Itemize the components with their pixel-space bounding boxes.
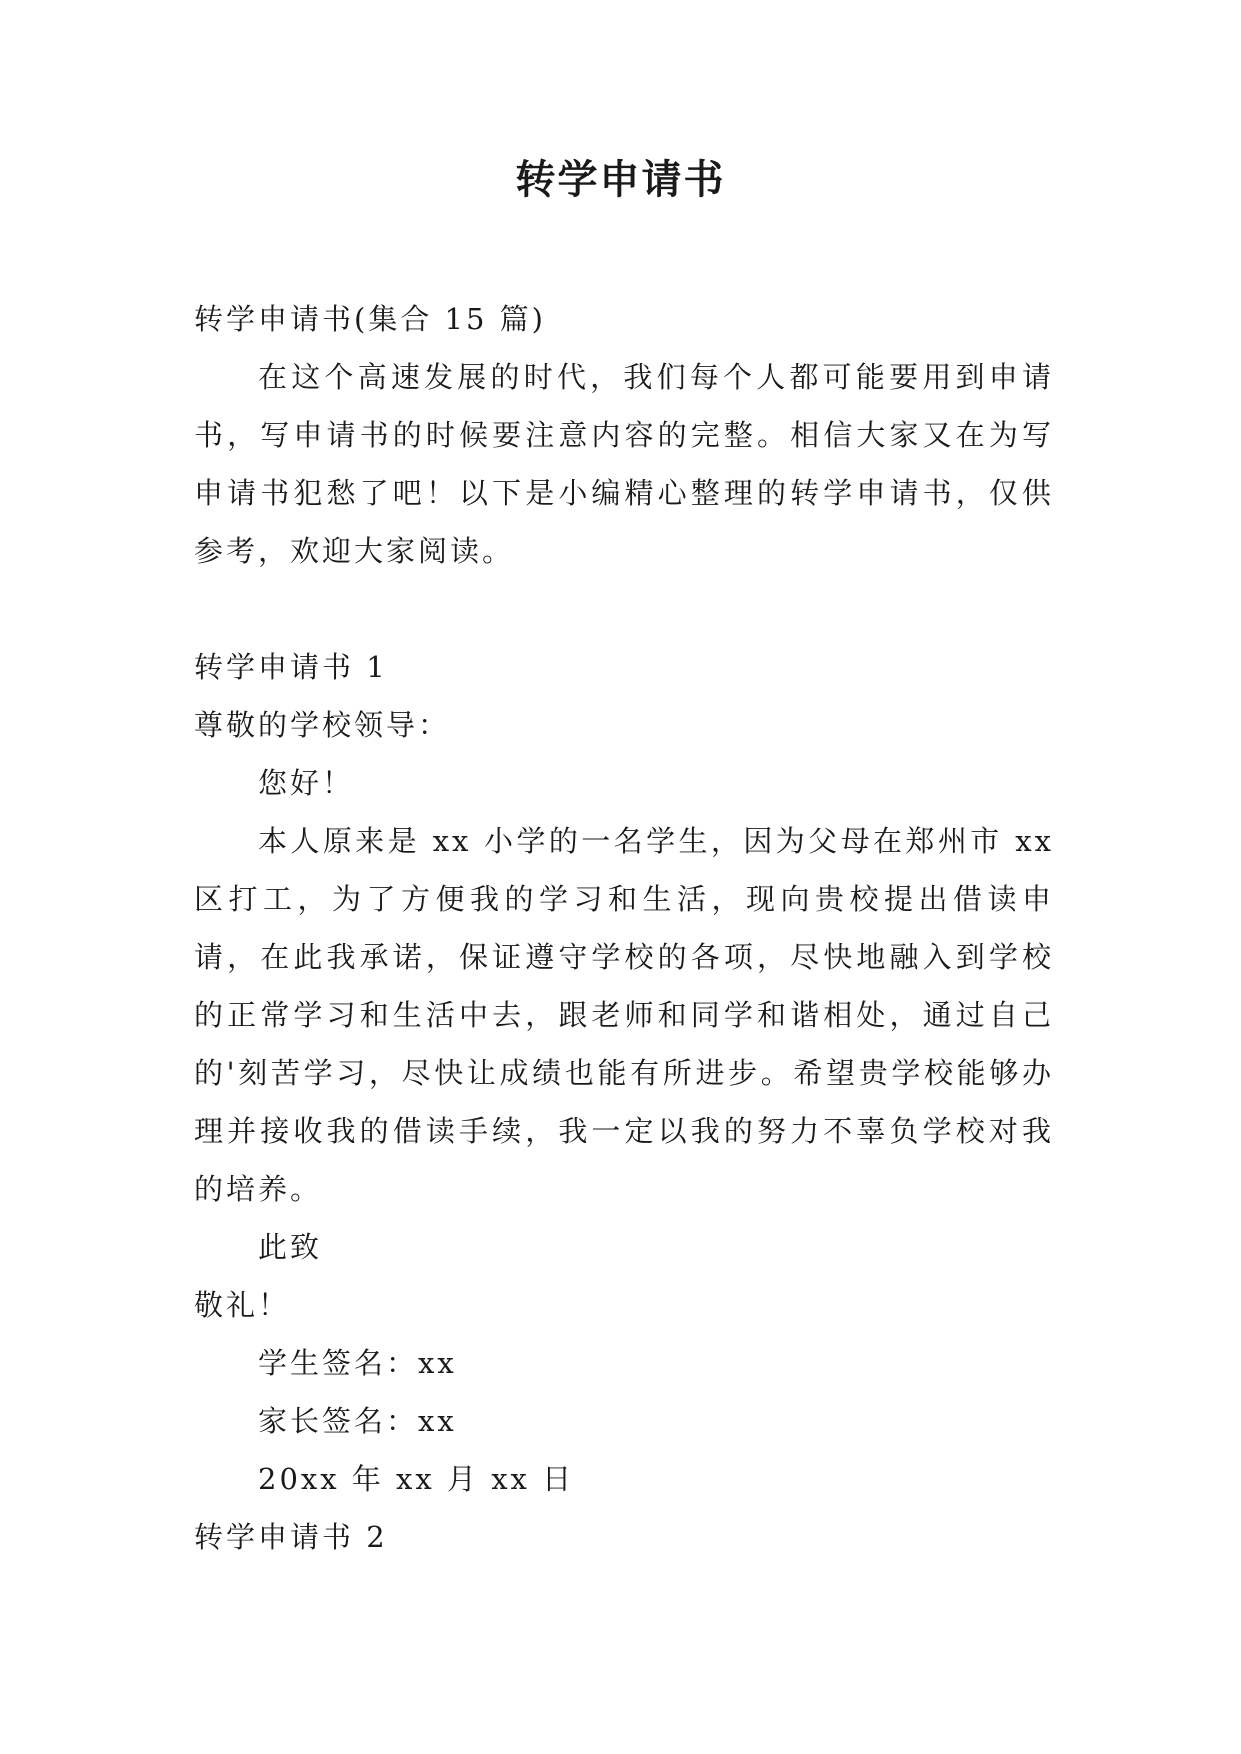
intro-paragraph: 在这个高速发展的时代，我们每个人都可能要用到申请书，写申请书的时候要注意内容的完整。相信大家又在为写申请书犯愁了吧！以下是小编精心整理的转学申请书，仅供参考，欢迎大家阅读。	[194, 360, 1054, 568]
section-spacer	[194, 580, 1054, 638]
letter-1-closing-2: 敬礼！	[194, 1288, 291, 1322]
collection-subtitle: 转学申请书(集合 15 篇)	[194, 302, 546, 336]
letter-1-salutation: 尊敬的学校领导：	[194, 708, 451, 742]
letter-1-body: 本人原来是 xx 小学的一名学生，因为父母在郑州市 xx 区打工，为了方便我的学习和生活，现向贵校提出借读申请，在此我承诺，保证遵守学校的各项，尽快地融入到学校的正常学习和生活中去，跟老师和同学和谐相处，通过自己的'刻苦学习，尽快让成绩也能有所进步。希望贵学校能够办理并接收我的借读手续，我一定以我的努力不辜负学校对我的培养。	[194, 824, 1054, 1206]
letter-1-greeting: 您好！	[258, 766, 355, 800]
letter-1-parent-signature: 家长签名：xx	[258, 1404, 457, 1438]
letter-1-heading: 转学申请书 1	[194, 650, 388, 684]
letter-1-student-signature: 学生签名：xx	[258, 1346, 457, 1380]
document-body	[194, 290, 1054, 1566]
document-title: 转学申请书	[515, 156, 726, 203]
letter-2-heading: 转学申请书 2	[194, 1520, 388, 1554]
letter-1-closing-1: 此致	[258, 1230, 323, 1264]
letter-1-date: 20xx 年 xx 月 xx 日	[258, 1462, 575, 1496]
